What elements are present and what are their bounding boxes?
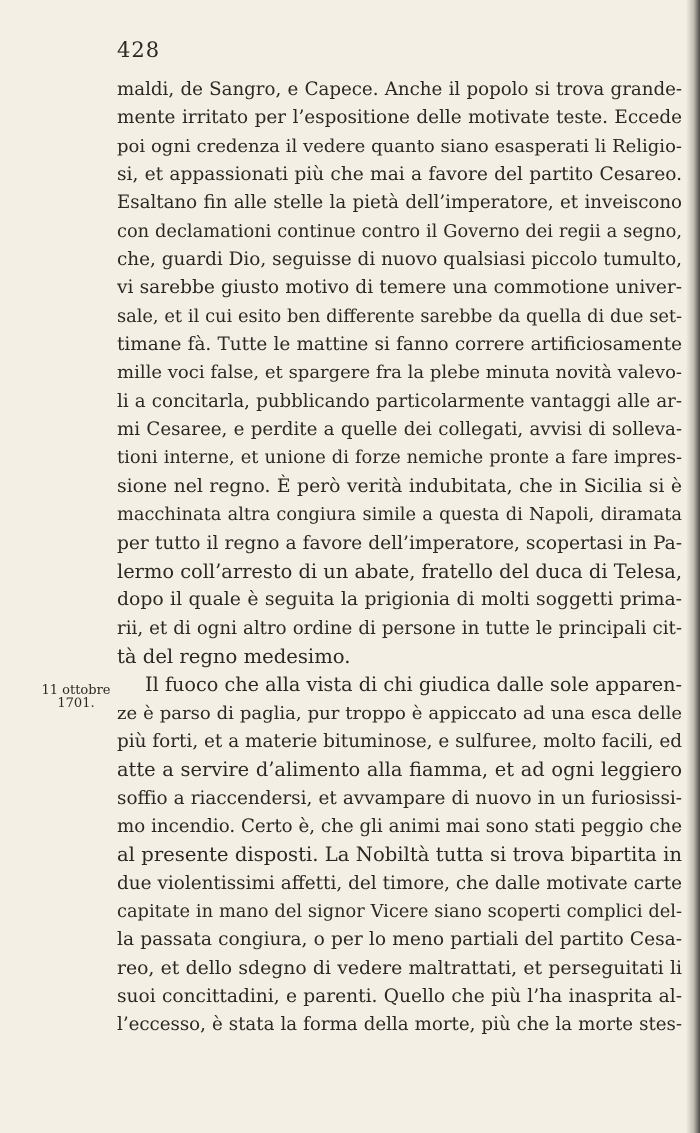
text-line: la passata congiura, o per lo meno partiali del partito Cesa- <box>117 929 682 951</box>
text-line: per tutto il regno a favore dell’imperatore, scopertasi in Pa- <box>117 532 682 554</box>
margin-date-year: 1701. <box>57 696 95 711</box>
text-line: vi sarebbe giusto motivo di temere una commotione univer- <box>117 277 682 299</box>
text-line: mente irritato per l’espositione delle motivate teste. Eccede <box>117 107 682 129</box>
text-line: mille voci false, et spargere fra la plebe minuta novità valevo- <box>117 362 682 384</box>
text-line: si, et appassionati più che mai a favore del partito Cesareo. <box>117 164 682 186</box>
page-number: 428 <box>117 38 161 62</box>
text-line: suoi concittadini, e parenti. Quello che più l’ha inasprita al- <box>117 986 682 1007</box>
margin-date-note <box>30 684 122 710</box>
text-line: lermo coll’arresto di un abate, fratello del duca di Telesa, <box>117 559 682 583</box>
text-line: più forti, et a materie bituminose, e sulfuree, molto facili, ed <box>117 730 682 752</box>
text-line: capitate in mano del signor Vicere siano scoperti complici del- <box>117 900 682 922</box>
text-line: mo incendio. Certo è, che gli animi mai sono stati peggio che <box>117 815 682 837</box>
text-line: mi Cesaree, e perdite a quelle dei collegati, avvisi di solleva- <box>117 419 682 441</box>
text-line: reo, et dello sdegno di vedere maltrattati, et perseguitati li <box>117 957 682 979</box>
text-line: soffio a riaccendersi, et avvampare di nuovo in un furiosissi- <box>117 787 682 809</box>
text-line: dopo il quale è seguita la prigionia di molti soggetti prima- <box>117 589 682 611</box>
text-line: sale, et il cui esito ben differente sarebbe da quella di due set- <box>117 305 682 327</box>
text-line: timane fà. Tutte le mattine si fanno correre artificiosamente <box>117 334 682 356</box>
text-line: l’eccesso, è stata la forma della morte, più che la morte stes- <box>117 1014 682 1036</box>
text-line: due violentissimi affetti, del timore, che dalle motivate carte <box>117 872 682 894</box>
text-line: che, guardi Dio, seguisse di nuovo qualsiasi piccolo tumulto, <box>117 249 682 271</box>
text-line: con declamationi continue contro il Governo dei regii a segno, <box>117 220 682 242</box>
paragraph-start-line: Il fuoco che alla vista di chi giudica dalle sole apparen- <box>145 673 682 697</box>
body-text <box>117 76 682 1040</box>
text-line: rii, et di ogni altro ordine di persone in tutte le principali cit- <box>117 617 682 639</box>
text-line: Esaltano fin alle stelle la pietà dell’imperatore, et inveiscono <box>117 192 682 214</box>
text-line: sione nel regno. È però verità indubitata, che in Sicilia si è <box>117 475 682 497</box>
text-line: al presente disposti. La Nobiltà tutta si trova bipartita in <box>117 843 682 867</box>
margin-date-day: 11 ottobre <box>41 683 111 698</box>
text-line: atte a servire d’alimento alla fiamma, et ad ogni leggiero <box>117 758 682 782</box>
text-line: ze è parso di paglia, pur troppo è appiccato ad una esca delle <box>117 702 682 724</box>
text-line: maldi, de Sangro, e Capece. Anche il popolo si trova grande- <box>117 79 682 100</box>
text-line: li a concitarla, pubblicando particolarmente vantaggi alle ar- <box>117 390 682 412</box>
text-line: tioni interne, et unione di forze nemiche pronte a fare impres- <box>117 447 682 469</box>
page-edge-shadow <box>686 0 700 1133</box>
text-line: poi ogni credenza il vedere quanto siano esasperati li Religio- <box>117 135 682 157</box>
paragraph-end-line: tà del regno medesimo. <box>117 644 351 668</box>
text-line: macchinata altra congiura simile a questa di Napoli, diramata <box>117 504 682 526</box>
